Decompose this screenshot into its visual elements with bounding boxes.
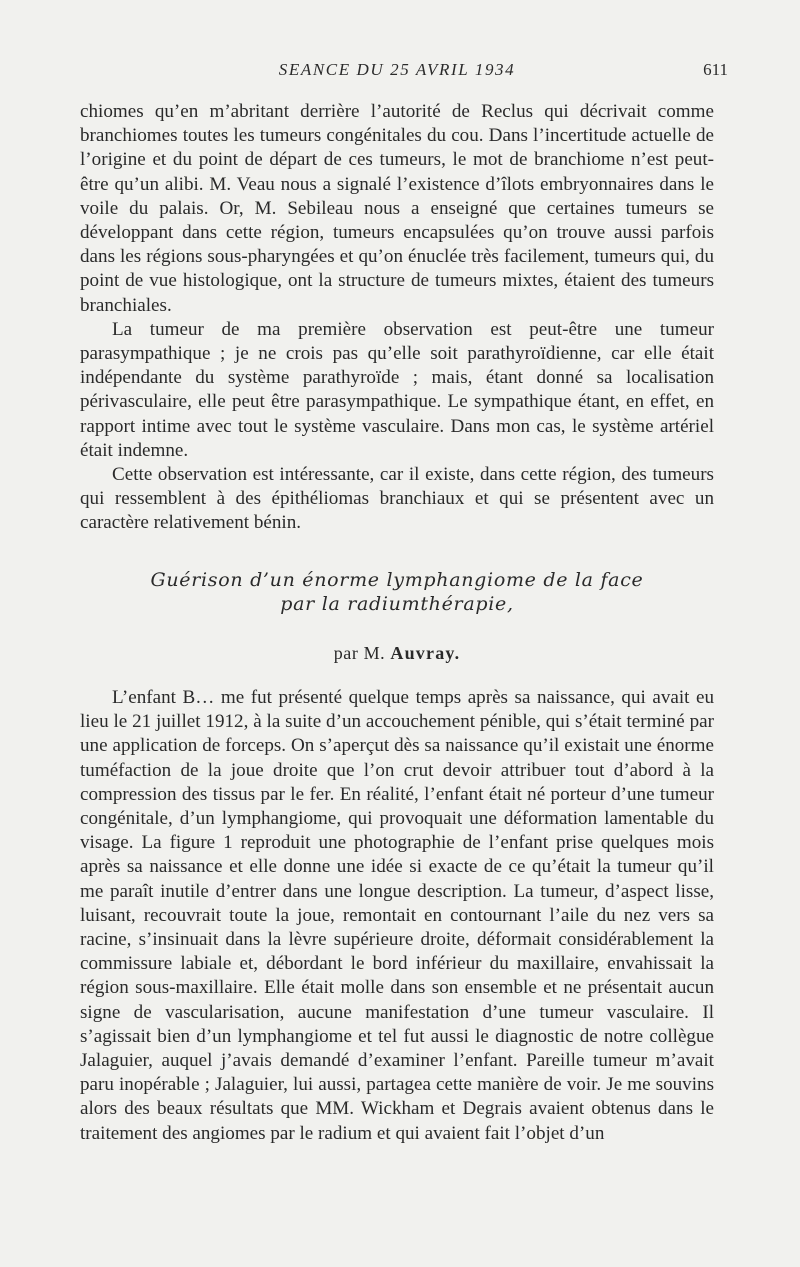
running-header xyxy=(80,60,728,84)
article-title-line: Guérison d’un énorme lymphangiome de la face xyxy=(150,569,644,591)
byline-prefix: par M. xyxy=(333,643,386,663)
article-title xyxy=(80,568,714,616)
text-block-before-article xyxy=(80,100,714,536)
text-block-article-body xyxy=(80,686,714,1146)
paragraph: L’enfant B… me fut présenté quelque temps après sa naissance, qui avait eu lieu le 21 juillet 1912, à la suite d’un accouchement pénible, qui s’était terminé par une application de forceps. On s’aperçut dès sa naissance qu’il existait une énorme tuméfaction de la joue droite que l’on crut devoir attribuer tout d’abord à la compression des tissus par le fer. En réalité, l’enfant était né porteur d’une tumeur congénitale, d’un lymphangiome, qui provoquait une déformation lamentable du visage. La figure 1 reproduit une photographie de l’enfant prise quelques mois après sa naissance et elle donne une idée si exacte de ce qu’était la tumeur qu’il me paraît inutile d’entrer dans une longue description. La tumeur, d’aspect lisse, luisant, recouvrait toute la joue, remontait en contournant l’aile du nez vers sa racine, s’insinuait dans la lèvre supérieure droite, déformait considérablement la commissure labiale et, débordant le bord inférieur du maxillaire, envahissait la région sous-maxillaire. Elle était molle dans son ensemble et ne présentait aucun signe de vascularisation, aucune manifestation d’une tumeur vasculaire. Il s’agissait bien d’un lymphangiome et tel fut aussi le diagnostic de notre collègue Jalaguier, auquel j’avais demandé d’examiner l’enfant. Pareille tumeur m’avait paru inopérable ; Jalaguier, lui aussi, partagea cette manière de voir. Je me souvins alors des beaux résultats que MM. Wickham et Degrais avaient obtenus dans le traitement des angiomes par le radium et qui avaient fait l’objet d’un xyxy=(80,687,714,1144)
running-title: SEANCE DU 25 AVRIL 1934 xyxy=(278,60,516,79)
paragraph-continued: chiomes qu’en m’abritant derrière l’autorité de Reclus qui décrivait comme branchiomes toutes les tumeurs congénitales du cou. Dans l’incertitude actuelle de l’origine et du point de départ de ces tumeurs, le mot de branchiome n’est peut-être qu’un alibi. M. Veau nous a signalé l’existence d’îlots embryonnaires dans le voile du palais. Or, M. Sebileau nous a enseigné que certaines tumeurs se développant dans cette région, tumeurs encapsulées qu’on trouve aussi parfois dans les régions sous-pharyngées et qu’on énuclée très facilement, tumeurs qui, du point de vue histologique, ont la structure de tumeurs mixtes, étaient des tumeurs branchiales. xyxy=(80,101,714,316)
paragraph: La tumeur de ma première observation est peut-être une tumeur parasympathique ; je ne crois pas qu’elle soit parathyroïdienne, car elle était indépendante du système parathyroïde ; mais, étant donné sa localisation périvasculaire, elle peut être parasympathique. Le sympathique étant, en effet, en rapport intime avec tout le système vasculaire. Dans mon cas, le système artériel était indemne. xyxy=(80,318,714,461)
paragraph: Cette observation est intéressante, car il existe, dans cette région, des tumeurs qui ressemblent à des épithéliomas branchiaux et qui se présentent avec un caractère relativement bénin. xyxy=(80,464,714,534)
article-title-line: par la radiumthérapie, xyxy=(280,593,514,615)
byline xyxy=(80,642,714,664)
page-number: 611 xyxy=(703,60,728,79)
author-name: Auvray. xyxy=(390,643,461,663)
